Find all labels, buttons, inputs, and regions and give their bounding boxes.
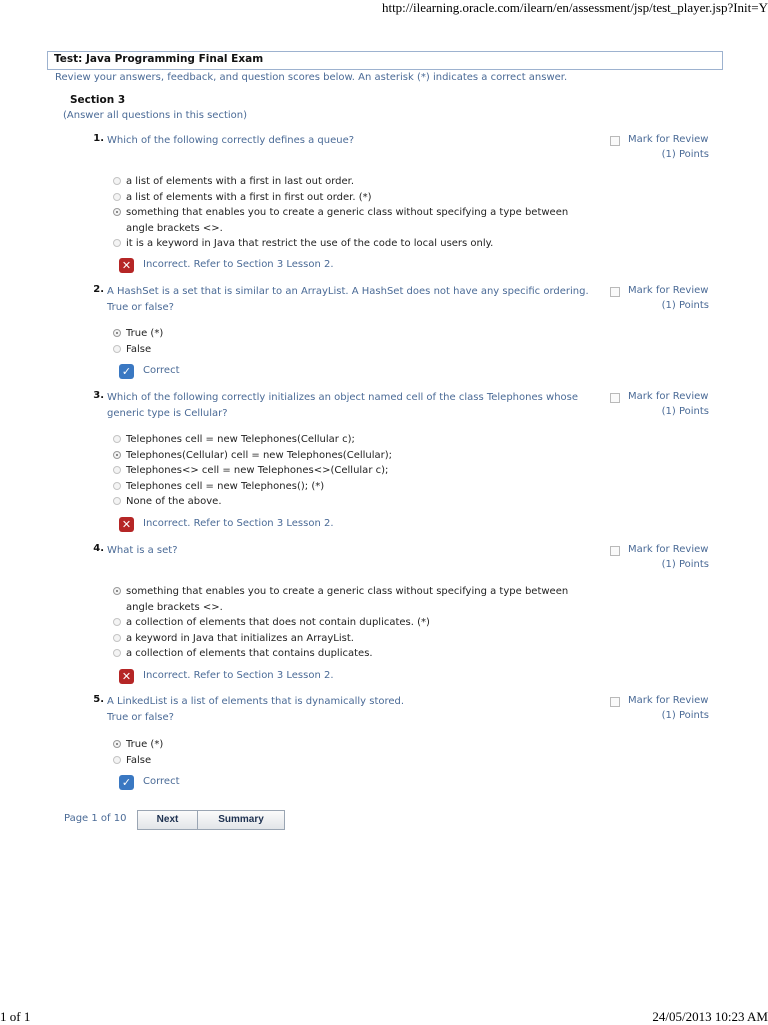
answer-text: True (*) <box>126 328 164 339</box>
print-header-url: http://ilearning.oracle.com/ilearn/en/assessment/jsp/test_player.jsp?Init=Y <box>381 0 768 15</box>
answer-list <box>113 432 596 510</box>
answer-radio[interactable] <box>113 756 121 764</box>
question-text: What is a set? <box>107 545 178 556</box>
test-intro: Review your answers, feedback, and question scores below. An asterisk (*) indicates a correct answer. <box>55 72 568 83</box>
answer-radio-selected[interactable] <box>113 208 121 216</box>
test-title-bar <box>47 51 723 70</box>
answer-list <box>113 326 596 357</box>
feedback-text: Correct <box>143 365 180 376</box>
answer-radio[interactable] <box>113 649 121 657</box>
summary-button[interactable]: Summary <box>197 810 285 830</box>
answer-radio-selected[interactable] <box>113 587 121 595</box>
correct-check-icon: ✓ <box>119 364 134 379</box>
pager <box>64 810 364 830</box>
mark-for-review-checkbox[interactable] <box>610 697 620 707</box>
feedback-text: Correct <box>143 776 180 787</box>
answer-radio-selected[interactable] <box>113 329 121 337</box>
correct-check-icon: ✓ <box>119 775 134 790</box>
answer-list <box>113 174 596 252</box>
question-text: Which of the following correctly initializes an object named cell of the class Telephones whose generic type is Cellular? <box>107 392 579 419</box>
answer-option[interactable] <box>113 326 596 342</box>
mark-for-review-label[interactable]: Mark for Review <box>628 544 709 555</box>
next-button[interactable]: Next <box>137 810 198 830</box>
answer-text: False <box>126 343 152 355</box>
question-points: (1) Points <box>661 406 709 417</box>
question-number: 1. <box>93 133 104 144</box>
answer-text: it is a keyword in Java that restrict the use of the code to local users only. <box>126 238 494 249</box>
answer-option[interactable] <box>113 432 596 448</box>
incorrect-x-icon: ✕ <box>119 669 134 684</box>
mark-for-review-label[interactable]: Mark for Review <box>628 695 709 706</box>
answer-radio[interactable] <box>113 466 121 474</box>
answer-option[interactable] <box>113 236 596 252</box>
mark-for-review-checkbox[interactable] <box>610 136 620 146</box>
answer-radio-selected[interactable] <box>113 740 121 748</box>
answer-option[interactable] <box>113 205 596 236</box>
answer-radio-selected[interactable] <box>113 451 121 459</box>
answer-text: a keyword in Java that initializes an ArrayList. <box>126 632 354 644</box>
answer-option[interactable] <box>113 479 596 495</box>
section-title: Section 3 <box>70 94 126 106</box>
question-text: A HashSet is a set that is similar to an ArrayList. A HashSet does not have any specific ordering. True or false? <box>107 286 589 313</box>
question-text: A LinkedList is a list of elements that is dynamically stored. True or false? <box>107 696 405 723</box>
mark-for-review-label[interactable]: Mark for Review <box>628 391 709 402</box>
answer-option[interactable] <box>113 646 596 662</box>
mark-for-review-label[interactable]: Mark for Review <box>628 285 709 296</box>
answer-text: Telephones<> cell = new Telephones<>(Cellular c); <box>126 465 389 476</box>
mark-for-review-checkbox[interactable] <box>610 287 620 297</box>
answer-text: something that enables you to create a generic class without specifying a type between angle brackets <>. <box>126 586 569 613</box>
answer-list <box>113 737 596 768</box>
answer-radio[interactable] <box>113 634 121 642</box>
feedback-text: Incorrect. Refer to Section 3 Lesson 2. <box>143 518 334 529</box>
answer-radio[interactable] <box>113 435 121 443</box>
print-footer-page: 1 of 1 <box>0 1009 31 1024</box>
incorrect-x-icon: ✕ <box>119 517 134 532</box>
answer-radio[interactable] <box>113 618 121 626</box>
feedback-text: Incorrect. Refer to Section 3 Lesson 2. <box>143 259 334 270</box>
answer-text: False <box>126 754 152 766</box>
answer-option[interactable] <box>113 615 596 631</box>
answer-text: None of the above. <box>126 496 222 507</box>
answer-list <box>113 584 596 662</box>
answer-text: something that enables you to create a generic class without specifying a type between angle brackets <>. <box>126 207 569 234</box>
mark-for-review-checkbox[interactable] <box>610 393 620 403</box>
answer-text: a collection of elements that does not contain duplicates. (*) <box>126 617 430 628</box>
answer-text: a list of elements with a first in last out order. <box>126 176 355 187</box>
question-number: 3. <box>93 390 104 401</box>
question-number: 2. <box>93 284 104 295</box>
answer-option[interactable] <box>113 342 596 358</box>
page-indicator: Page 1 of 10 <box>64 813 127 824</box>
answer-option[interactable] <box>113 494 596 510</box>
answer-option[interactable] <box>113 190 596 206</box>
question-points: (1) Points <box>661 710 709 721</box>
answer-option[interactable] <box>113 463 596 479</box>
section-note: (Answer all questions in this section) <box>63 110 248 121</box>
answer-radio[interactable] <box>113 239 121 247</box>
answer-text: Telephones(Cellular) cell = new Telephones(Cellular); <box>126 449 393 461</box>
answer-radio[interactable] <box>113 497 121 505</box>
question-number: 4. <box>93 543 104 554</box>
answer-option[interactable] <box>113 174 596 190</box>
answer-radio[interactable] <box>113 345 121 353</box>
answer-radio[interactable] <box>113 193 121 201</box>
mark-for-review-label[interactable]: Mark for Review <box>628 134 709 145</box>
question-points: (1) Points <box>661 300 709 311</box>
question-points: (1) Points <box>661 559 709 570</box>
question-number: 5. <box>93 694 104 705</box>
test-title: Test: Java Programming Final Exam <box>54 53 264 65</box>
question-text: Which of the following correctly defines a queue? <box>107 135 355 146</box>
feedback-text: Incorrect. Refer to Section 3 Lesson 2. <box>143 670 334 681</box>
question-points: (1) Points <box>661 149 709 160</box>
mark-for-review-checkbox[interactable] <box>610 546 620 556</box>
answer-text: a collection of elements that contains duplicates. <box>126 648 373 659</box>
answer-option[interactable] <box>113 584 596 615</box>
answer-text: a list of elements with a first in first out order. (*) <box>126 191 372 203</box>
answer-text: Telephones cell = new Telephones(Cellular c); <box>126 434 355 445</box>
print-footer-datetime: 24/05/2013 10:23 AM <box>652 1009 768 1024</box>
answer-option[interactable] <box>113 737 596 753</box>
answer-option[interactable] <box>113 753 596 769</box>
incorrect-x-icon: ✕ <box>119 258 134 273</box>
answer-option[interactable] <box>113 631 596 647</box>
answer-radio[interactable] <box>113 177 121 185</box>
answer-radio[interactable] <box>113 482 121 490</box>
answer-text: Telephones cell = new Telephones(); (*) <box>126 480 325 492</box>
answer-text: True (*) <box>126 739 164 750</box>
answer-option[interactable] <box>113 448 596 464</box>
